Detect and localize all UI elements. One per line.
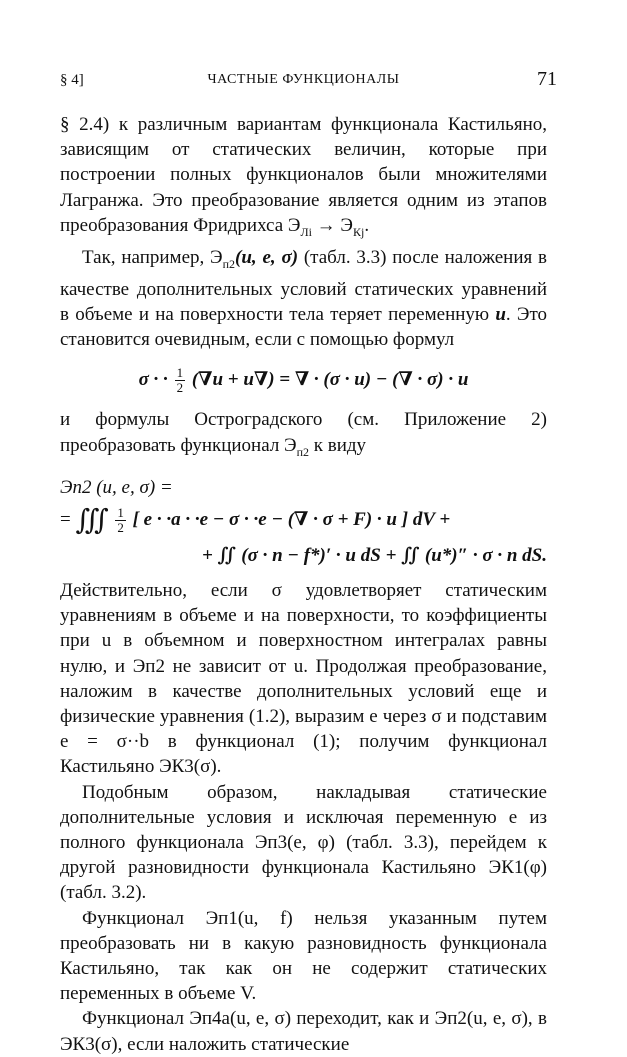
page-number: 71	[537, 68, 557, 90]
formula-surface-integrals: + ∬ (σ · n − f*)′ · u dS + ∬ (u*)″ · σ · n dS.	[201, 544, 547, 566]
paragraph-5: Подобным образом, накладывая статические дополнительные условия и исключая переменную e из полного функционала Эп3(e, φ) (табл. 3.3), перейдем к другой разновидности функционала Кастильяно ЭК1(φ) (табл. 3.2).	[60, 781, 547, 904]
paragraph-7: Функционал Эп4а(u, e, σ) переходит, как и Эп2(u, e, σ), в ЭК3(σ), если наложить статические	[60, 1008, 547, 1055]
paragraph-1: § 2.4) к различным вариантам функционала Кастильяно, зависящим от статических величин, которые при построении полных функционалов были множителями Лагранжа. Это преобразование является одним из этапов преобразования Фридрихса $Э_{Лi} \to Э_{Кj}$.	[60, 114, 547, 239]
paragraph-6: Функционал Эп1(u, f) нельзя указанным путем преобразовать ни в какую разновидность функционала Кастильяно, так как он не содержит статических переменных в объеме V.	[60, 907, 547, 1005]
chapter-title: ЧАСТНЫЕ ФУНКЦИОНАЛЫ	[207, 72, 400, 87]
triple-integral-sign: ∭	[75, 504, 109, 536]
paragraph-2: Так, например, $Э_{п2}(u$, e, σ) (табл. 3.3) после наложения в качестве дополнительных условий статических уравнений в объеме и на поверхности тела теряет переменную u. Это становится очевидным, если с помощью формул	[60, 246, 548, 351]
running-header	[60, 58, 557, 90]
paragraph-3: и формулы Остроградского (см. Приложение 2) преобразовать функционал $Э_{п2}$ к виду	[60, 409, 547, 459]
page-body	[60, 112, 547, 1057]
paragraph-4: Действительно, если σ удовлетворяет статическим уравнениям в объеме и на поверхности, то коэффициенты при u в объемном и поверхностном интегралах равны нулю, и Эп2 не зависит от u. Продолжая преобразование, наложим в качестве дополнительных условий еще и физические уравнения (1.2), выразим e через σ и подставим e = σ··b в функционал (1); получим функционал Кастильяно ЭК3(σ).	[60, 580, 547, 778]
section-mark: § 4]	[60, 72, 84, 88]
formula-volume-integral: = ∭ $\frac{1}{2}$ [ e · ·a · ·e − σ · ·e − (∇ · σ + F) · u ] dV +	[60, 504, 451, 536]
fraction-one-half: $\frac{1}{2}$	[176, 365, 184, 396]
formula-gradient-identity: σ · · $\frac{1}{2}$ (∇u + u∇) = ∇ · (σ · u) − (∇ · σ) · u	[138, 365, 469, 396]
formula-functional-lhs: Эп2 (u, e, σ) =	[60, 476, 173, 498]
fraction-one-half-2: $\frac{1}{2}$	[117, 504, 124, 535]
